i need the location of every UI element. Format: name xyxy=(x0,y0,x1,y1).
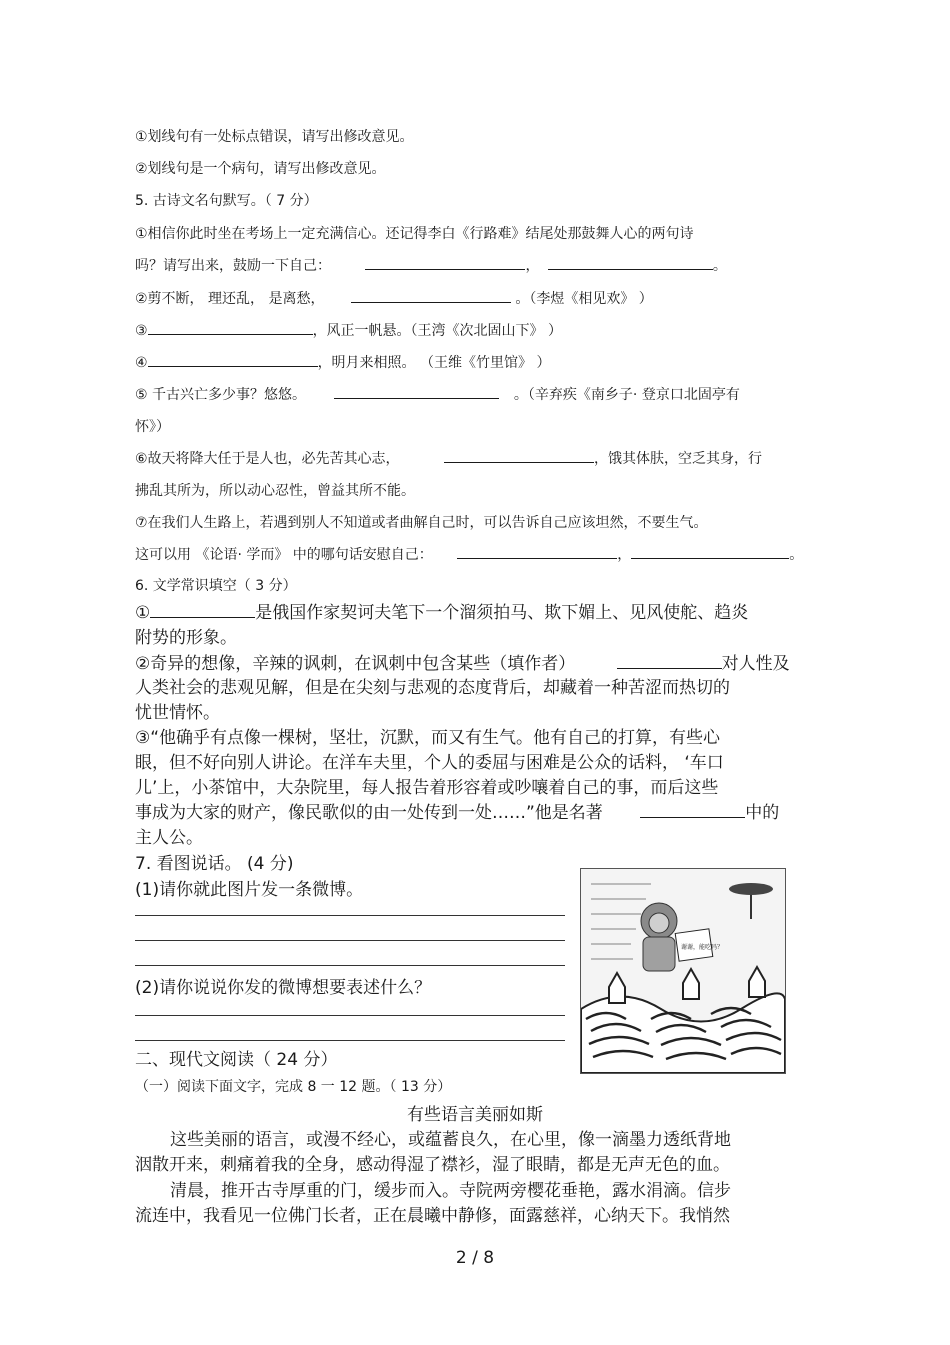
answer-line[interactable] xyxy=(135,940,565,941)
question-5-title: 5. 古诗文名句默写。（ 7 分） xyxy=(135,193,318,209)
text-line: (2)请你说说你发的微博想要表述什么？ xyxy=(135,978,432,998)
answer-blank[interactable] xyxy=(548,255,713,270)
text-line xyxy=(135,649,790,674)
punctuation: ， xyxy=(525,258,540,274)
question-6-title: 6. 文学常识填空（ 3 分） xyxy=(135,578,297,594)
answer-blank[interactable] xyxy=(351,288,511,303)
text-line xyxy=(135,288,653,308)
question-text: 这可以用 《论语· 学而》 中的哪句话安慰自己： xyxy=(135,547,433,563)
lion-zebra-illustration xyxy=(581,869,785,1073)
question-text: 吗？请写出来，鼓励一下自己： xyxy=(135,258,331,274)
question-text: ① xyxy=(135,603,151,623)
text-line xyxy=(135,544,803,564)
question-text: ②奇异的想像，辛辣的讽刺，在讽刺中包含某些（填作者） xyxy=(135,654,576,674)
answer-blank[interactable] xyxy=(631,544,789,559)
question-text: 。（李煜《相见欢》 ） xyxy=(515,291,653,307)
question-text: ④ xyxy=(135,355,148,371)
text-line xyxy=(135,798,779,823)
question-text: ③ xyxy=(135,323,148,339)
text-line: (1)请你就此图片发一条微博。 xyxy=(135,880,364,900)
question-text: ⑥故天将降大任于是人也，必先苦其心志， xyxy=(135,451,400,467)
section-2-title: 二、现代文阅读（ 24 分） xyxy=(135,1050,338,1070)
text-line: 附势的形象。 xyxy=(135,628,237,648)
question-text: ②剪不断， 理还乱， 是离愁， xyxy=(135,291,325,307)
text-line: 拂乱其所为，所以动心忍性，曾益其所不能。 xyxy=(135,483,415,499)
answer-line[interactable] xyxy=(135,915,565,916)
answer-line[interactable] xyxy=(135,1040,565,1041)
answer-blank[interactable] xyxy=(617,651,722,669)
text-line xyxy=(135,320,562,340)
answer-blank[interactable] xyxy=(150,600,255,618)
text-line: ②划线句是一个病句，请写出修改意见。 xyxy=(135,161,386,177)
text-line: ①划线句有一处标点错误，请写出修改意见。 xyxy=(135,129,414,145)
answer-blank[interactable] xyxy=(148,352,318,367)
answer-blank[interactable] xyxy=(640,800,745,818)
text-line xyxy=(135,384,740,404)
text-line: 怀》） xyxy=(135,419,170,435)
punctuation: 。 xyxy=(712,258,727,274)
paragraph-line: 洇散开来，刺痛着我的全身，感动得湿了襟衫，湿了眼睛，都是无声无色的血。 xyxy=(135,1155,730,1175)
question-text: 对人性及 xyxy=(721,654,790,674)
text-line xyxy=(135,598,748,623)
paragraph-line: 清晨，推开古寺厚重的门，缓步而入。寺院两旁樱花垂艳，露水涓滴。信步 xyxy=(170,1181,731,1201)
question-7-title: 7. 看图说话。 (4 分) xyxy=(135,854,294,874)
text-line: 儿’上，小茶馆中，大杂院里，每人报告着形容着或吵嚷着自己的事，而后这些 xyxy=(135,778,719,798)
answer-blank[interactable] xyxy=(148,320,313,335)
answer-line[interactable] xyxy=(135,965,565,966)
paragraph-line: 流连中，我看见一位佛门长者，正在晨曦中静修，面露慈祥，心纳天下。我悄然 xyxy=(135,1206,730,1226)
cartoon-picture xyxy=(580,868,786,1074)
answer-blank[interactable] xyxy=(334,384,499,399)
question-text: 。（辛弃疾《南乡子· 登京口北固亭有 xyxy=(513,387,740,403)
text-line: ③“他确乎有点像一棵树，坚壮，沉默，而又有生气。他有自己的打算，有些心 xyxy=(135,728,721,748)
sign-text: 谢谢，能吃吗？ xyxy=(681,944,724,951)
question-text: ⑤ 千古兴亡多少事？悠悠。 xyxy=(135,387,307,403)
question-text: 是俄国作家契诃夫笔下一个溜须拍马、欺下媚上、见风使舵、趋炎 xyxy=(255,603,749,623)
paragraph-line: 这些美丽的语言，或漫不经心，或蕴蓄良久，在心里，像一滴墨力透纸背地 xyxy=(170,1130,731,1150)
text-line xyxy=(135,448,762,468)
punctuation: 。 xyxy=(789,547,804,563)
punctuation: ， xyxy=(617,547,632,563)
answer-line[interactable] xyxy=(135,1015,565,1016)
question-text: 中的 xyxy=(745,803,780,823)
text-line: 主人公。 xyxy=(135,828,203,848)
text-line: 眼，但不好向别人讲论。在洋车夫里，个人的委屈与困难是公众的话料， ‘车口 xyxy=(135,753,724,773)
question-text: ，明月来相照。 （王维《竹里馆》 ） xyxy=(317,355,551,371)
answer-blank[interactable] xyxy=(365,255,525,270)
text-line xyxy=(135,352,550,372)
text-line: ①相信你此时坐在考场上一定充满信心。还记得李白《行路难》结尾处那鼓舞人心的两句诗 xyxy=(135,226,694,242)
answer-blank[interactable] xyxy=(444,448,594,463)
page-number: 2 / 8 xyxy=(455,1248,495,1268)
text-line: 人类社会的悲观见解，但是在尖刻与悲观的态度背后，却藏着一种苦涩而热切的 xyxy=(135,678,730,698)
text-line: 忧世情怀。 xyxy=(135,703,220,723)
text-line xyxy=(135,255,727,275)
text-line: ⑦在我们人生路上，若遇到别人不知道或者曲解自己时，可以告诉自己应该坦然，不要生气。 xyxy=(135,515,708,531)
question-text: ，饿其体肤，空乏其身，行 xyxy=(594,451,763,467)
question-text: 事成为大家的财产，像民歌似的由一处传到一处……”他是名著 xyxy=(135,803,603,823)
article-title: 有些语言美丽如斯 xyxy=(407,1105,543,1125)
question-text: ，风正一帆悬。（王湾《次北固山下》 ） xyxy=(312,323,563,339)
section-2-subtitle: （一）阅读下面文字，完成 8 一 12 题。（ 13 分） xyxy=(135,1079,452,1095)
answer-blank[interactable] xyxy=(457,544,617,559)
